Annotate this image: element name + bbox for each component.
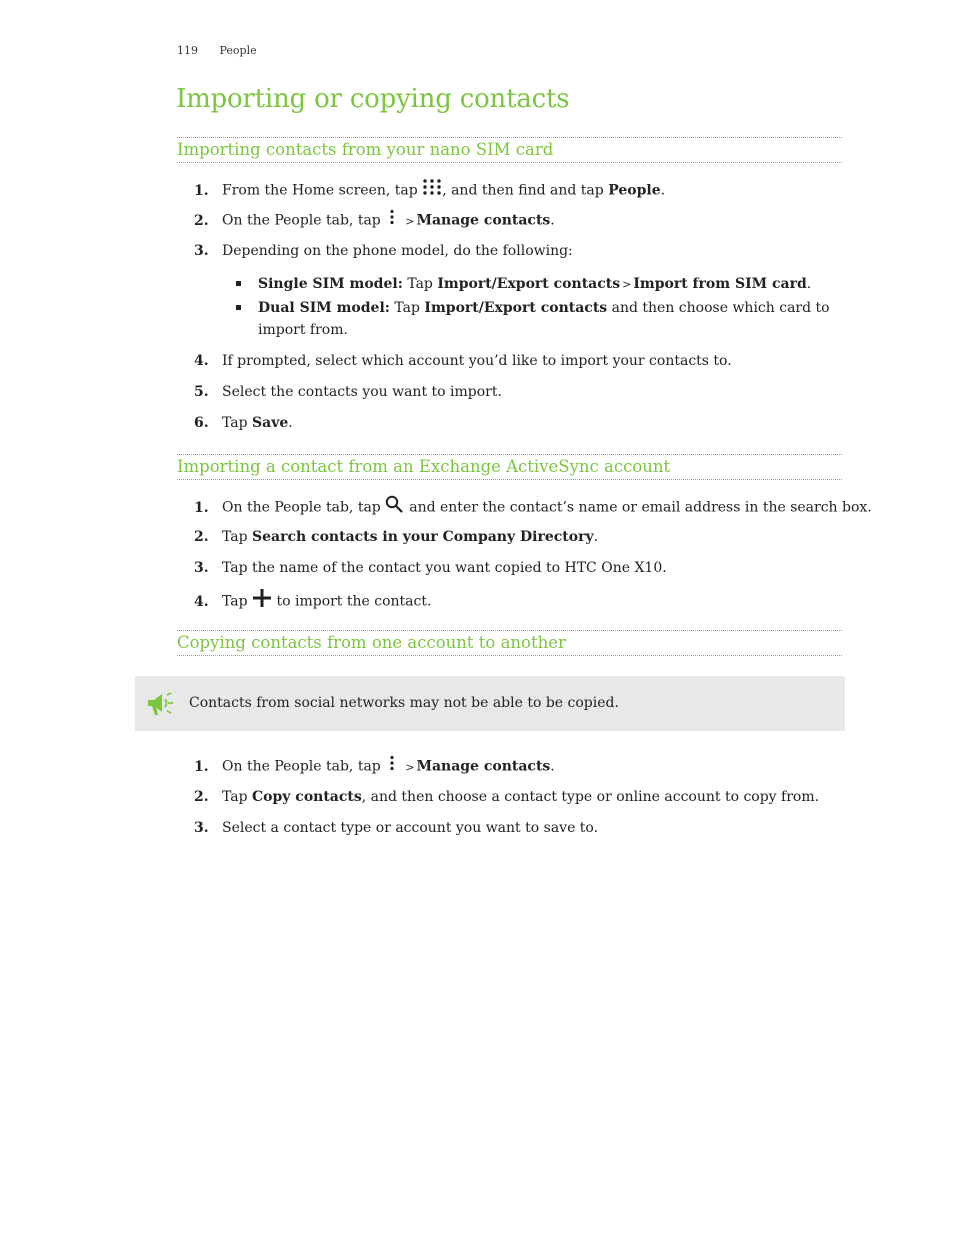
step-text: to import the contact. (276, 593, 432, 610)
step-number: 1. (194, 499, 209, 516)
section-heading-text: Importing contacts from your nano SIM card (177, 140, 554, 159)
step-punct: . (660, 182, 666, 199)
bullet-item (236, 297, 836, 341)
step-punct: . (593, 529, 599, 545)
note-box (135, 676, 845, 731)
section-heading-sim (177, 137, 842, 163)
step-text: On the People tab, tap (222, 499, 381, 516)
step-text: From the Home screen, tap (222, 182, 418, 199)
step-punct: . (550, 758, 555, 775)
step-text: Tap the name of the contact you want copied to HTC One X10. (222, 560, 667, 576)
step-item (194, 178, 844, 203)
plus-icon (252, 588, 272, 615)
page-number: 119 (177, 44, 198, 57)
step-number: 2. (194, 212, 209, 229)
more-vertical-icon (389, 209, 395, 232)
menu-separator: > (622, 278, 632, 291)
step-item (194, 588, 844, 615)
step-text: Tap (222, 529, 248, 545)
step-item (194, 755, 844, 779)
header-section: People (219, 44, 257, 57)
step-item (194, 240, 844, 262)
bullet-square (236, 305, 241, 310)
apps-grid-icon (422, 178, 442, 203)
step-number: 3. (194, 820, 209, 836)
step-text: , and then find and tap (442, 182, 604, 199)
note-text: Contacts from social networks may not be able to be copied. (189, 695, 619, 711)
step-item (194, 412, 844, 434)
menu-separator: > (405, 214, 415, 228)
step-number: 1. (194, 758, 209, 775)
step-text: Select the contacts you want to import. (222, 384, 502, 400)
step-number: 1. (194, 182, 209, 199)
step-item (194, 350, 844, 372)
step-item (194, 381, 844, 403)
bullet-text: Tap (394, 300, 420, 316)
more-vertical-icon (389, 755, 395, 778)
step-number: 6. (194, 415, 209, 431)
step-emphasis: Manage contacts (416, 758, 551, 775)
bullet-text: Tap (407, 276, 433, 292)
step-text: If prompted, select which account you’d like to import your contacts to. (222, 353, 732, 369)
megaphone-icon (146, 691, 174, 721)
step-text: On the People tab, tap (222, 212, 381, 229)
bullet-emphasis: Import/Export contacts (437, 276, 621, 292)
step-text: and enter the contact’s name or email address in the search box. (409, 499, 872, 516)
step-text: Depending on the phone model, do the following: (222, 243, 573, 259)
step-item (194, 557, 844, 579)
bullet-label: Dual SIM model: (258, 300, 390, 316)
step-emphasis: Manage contacts (416, 212, 551, 229)
step-number: 5. (194, 384, 209, 400)
step-emphasis: Copy contacts (252, 789, 362, 805)
step-text: , and then choose a contact type or online account to copy from. (361, 789, 820, 805)
step-text: Tap (222, 415, 248, 431)
step-text: On the People tab, tap (222, 758, 381, 775)
step-emphasis: Search contacts in your Company Directory (252, 529, 594, 545)
bullet-emphasis: Import/Export contacts (424, 300, 608, 316)
step-emphasis: People (608, 182, 661, 199)
section-heading-copying (177, 630, 842, 656)
bullet-item (236, 273, 836, 296)
bullet-text: and then choose which card to import from. (258, 300, 830, 338)
step-item (194, 495, 872, 520)
step-number: 2. (194, 529, 209, 545)
step-number: 3. (194, 243, 209, 259)
step-text: Tap (222, 593, 248, 610)
page-title: Importing or copying contacts (176, 84, 570, 114)
step-number: 3. (194, 560, 209, 576)
step-item (194, 209, 844, 233)
bullet-label: Single SIM model: (258, 276, 403, 292)
step-text: Tap (222, 789, 248, 805)
bullet-emphasis: Import from SIM card (633, 276, 807, 292)
step-item (194, 526, 844, 548)
section-heading-text: Importing a contact from an Exchange ActiveSync account (177, 457, 671, 476)
step-number: 2. (194, 789, 209, 805)
step-text: Select a contact type or account you want to save to. (222, 820, 599, 836)
step-number: 4. (194, 593, 209, 610)
bullet-square (236, 281, 241, 286)
step-punct: . (550, 212, 555, 229)
step-item (194, 817, 844, 839)
search-icon (385, 495, 403, 520)
section-heading-exchange (177, 454, 842, 480)
page-header (177, 44, 257, 57)
step-punct: . (288, 415, 293, 431)
step-emphasis: Save (252, 415, 289, 431)
step-number: 4. (194, 353, 209, 369)
section-heading-text: Copying contacts from one account to another (177, 633, 566, 652)
bullet-punct: . (806, 276, 812, 292)
menu-separator: > (405, 760, 415, 774)
step-item (194, 786, 844, 808)
